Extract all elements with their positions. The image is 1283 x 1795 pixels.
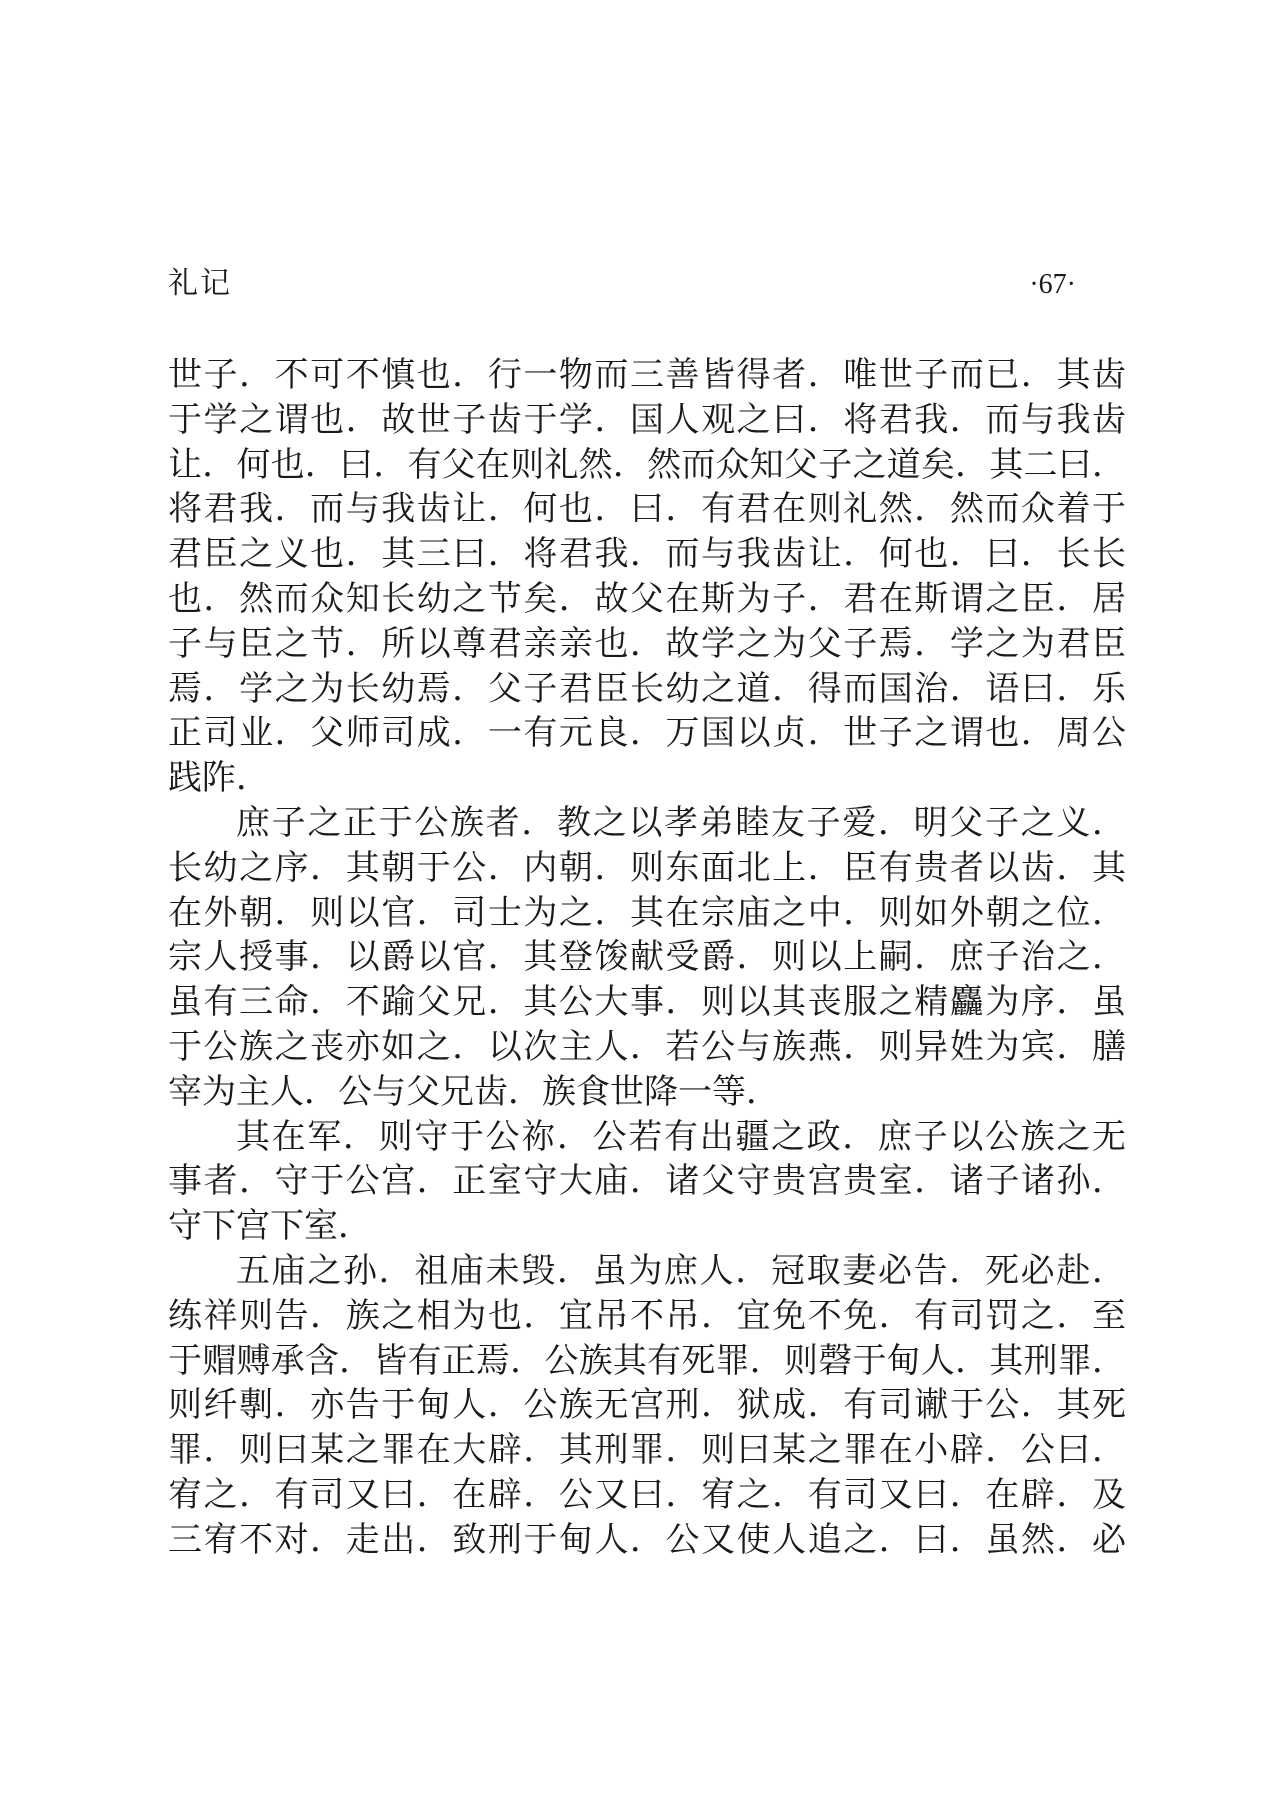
text-line paragraph-end: 践阼．	[168, 760, 270, 798]
text-line: 让．何也．曰．有父在则礼然．然而众知父子之道矣．其二曰．	[168, 446, 1126, 484]
text-line: 练祥则告．族之相为也．宜吊不吊．宜免不免．有司罚之．至	[168, 1297, 1126, 1335]
text-line: 正司业．父师司成．一有元良．万国以贞．世子之谓也．周公	[168, 715, 1126, 753]
text-line: 在外朝．则以官．司士为之．其在宗庙之中．则如外朝之位．	[168, 894, 1126, 932]
text-line paragraph-start: 其在军．则守于公祢．公若有出疆之政．庶子以公族之无	[236, 1118, 1126, 1156]
text-line paragraph-start: 五庙之孙．祖庙未毁．虽为庶人．冠取妻必告．死必赴．	[236, 1252, 1126, 1290]
text-line: 长幼之序．其朝于公．内朝．则东面北上．臣有贵者以齿．其	[168, 849, 1126, 887]
page-number: ·67·	[1029, 269, 1076, 300]
body-text	[168, 354, 1126, 1564]
text-line: 君臣之义也．其三曰．将君我．而与我齿让．何也．曰．长长	[168, 536, 1126, 574]
text-line: 将君我．而与我齿让．何也．曰．有君在则礼然．然而众着于	[168, 491, 1126, 529]
text-line: 于公族之丧亦如之．以次主人．若公与族燕．则异姓为宾．膳	[168, 1028, 1126, 1066]
text-line: 事者．守于公宫．正室守大庙．诸父守贵宫贵室．诸子诸孙．	[168, 1163, 1126, 1201]
text-line: 于学之谓也．故世子齿于学．国人观之曰．将君我．而与我齿	[168, 401, 1126, 439]
text-line: 也．然而众知长幼之节矣．故父在斯为子．君在斯谓之臣．居	[168, 580, 1126, 618]
text-line: 于赗赙承含．皆有正焉．公族其有死罪．则磬于甸人．其刑罪．	[168, 1342, 1126, 1380]
page-header	[168, 266, 1126, 303]
text-line: 则纤剸．亦告于甸人．公族无宫刑．狱成．有司谳于公．其死	[168, 1387, 1126, 1425]
text-line: 罪．则曰某之罪在大辟．其刑罪．则曰某之罪在小辟．公曰．	[168, 1432, 1126, 1470]
text-line paragraph-end: 守下宫下室．	[168, 1208, 372, 1246]
text-line: 虽有三命．不踰父兄．其公大事．则以其丧服之精麤为序．虽	[168, 984, 1126, 1022]
text-line: 宥之．有司又曰．在辟．公又曰．宥之．有司又曰．在辟．及	[168, 1476, 1126, 1514]
text-line: 子与臣之节．所以尊君亲亲也．故学之为父子焉．学之为君臣	[168, 625, 1126, 663]
text-line paragraph-end: 宰为主人．公与父兄齿．族食世降一等．	[168, 1073, 780, 1111]
text-line: 三宥不对．走出．致刑于甸人．公又使人追之．曰．虽然．必	[168, 1521, 1126, 1559]
text-line: 宗人授事．以爵以官．其登馂献受爵．则以上嗣．庶子治之．	[168, 939, 1126, 977]
text-line paragraph-start: 庶子之正于公族者．教之以孝弟睦友子爱．明父子之义．	[236, 804, 1126, 842]
text-line: 世子．不可不慎也．行一物而三善皆得者．唯世子而已．其齿	[168, 357, 1126, 394]
text-line: 焉．学之为长幼焉．父子君臣长幼之道．得而国治．语曰．乐	[168, 670, 1126, 708]
book-title: 礼记	[168, 267, 232, 300]
